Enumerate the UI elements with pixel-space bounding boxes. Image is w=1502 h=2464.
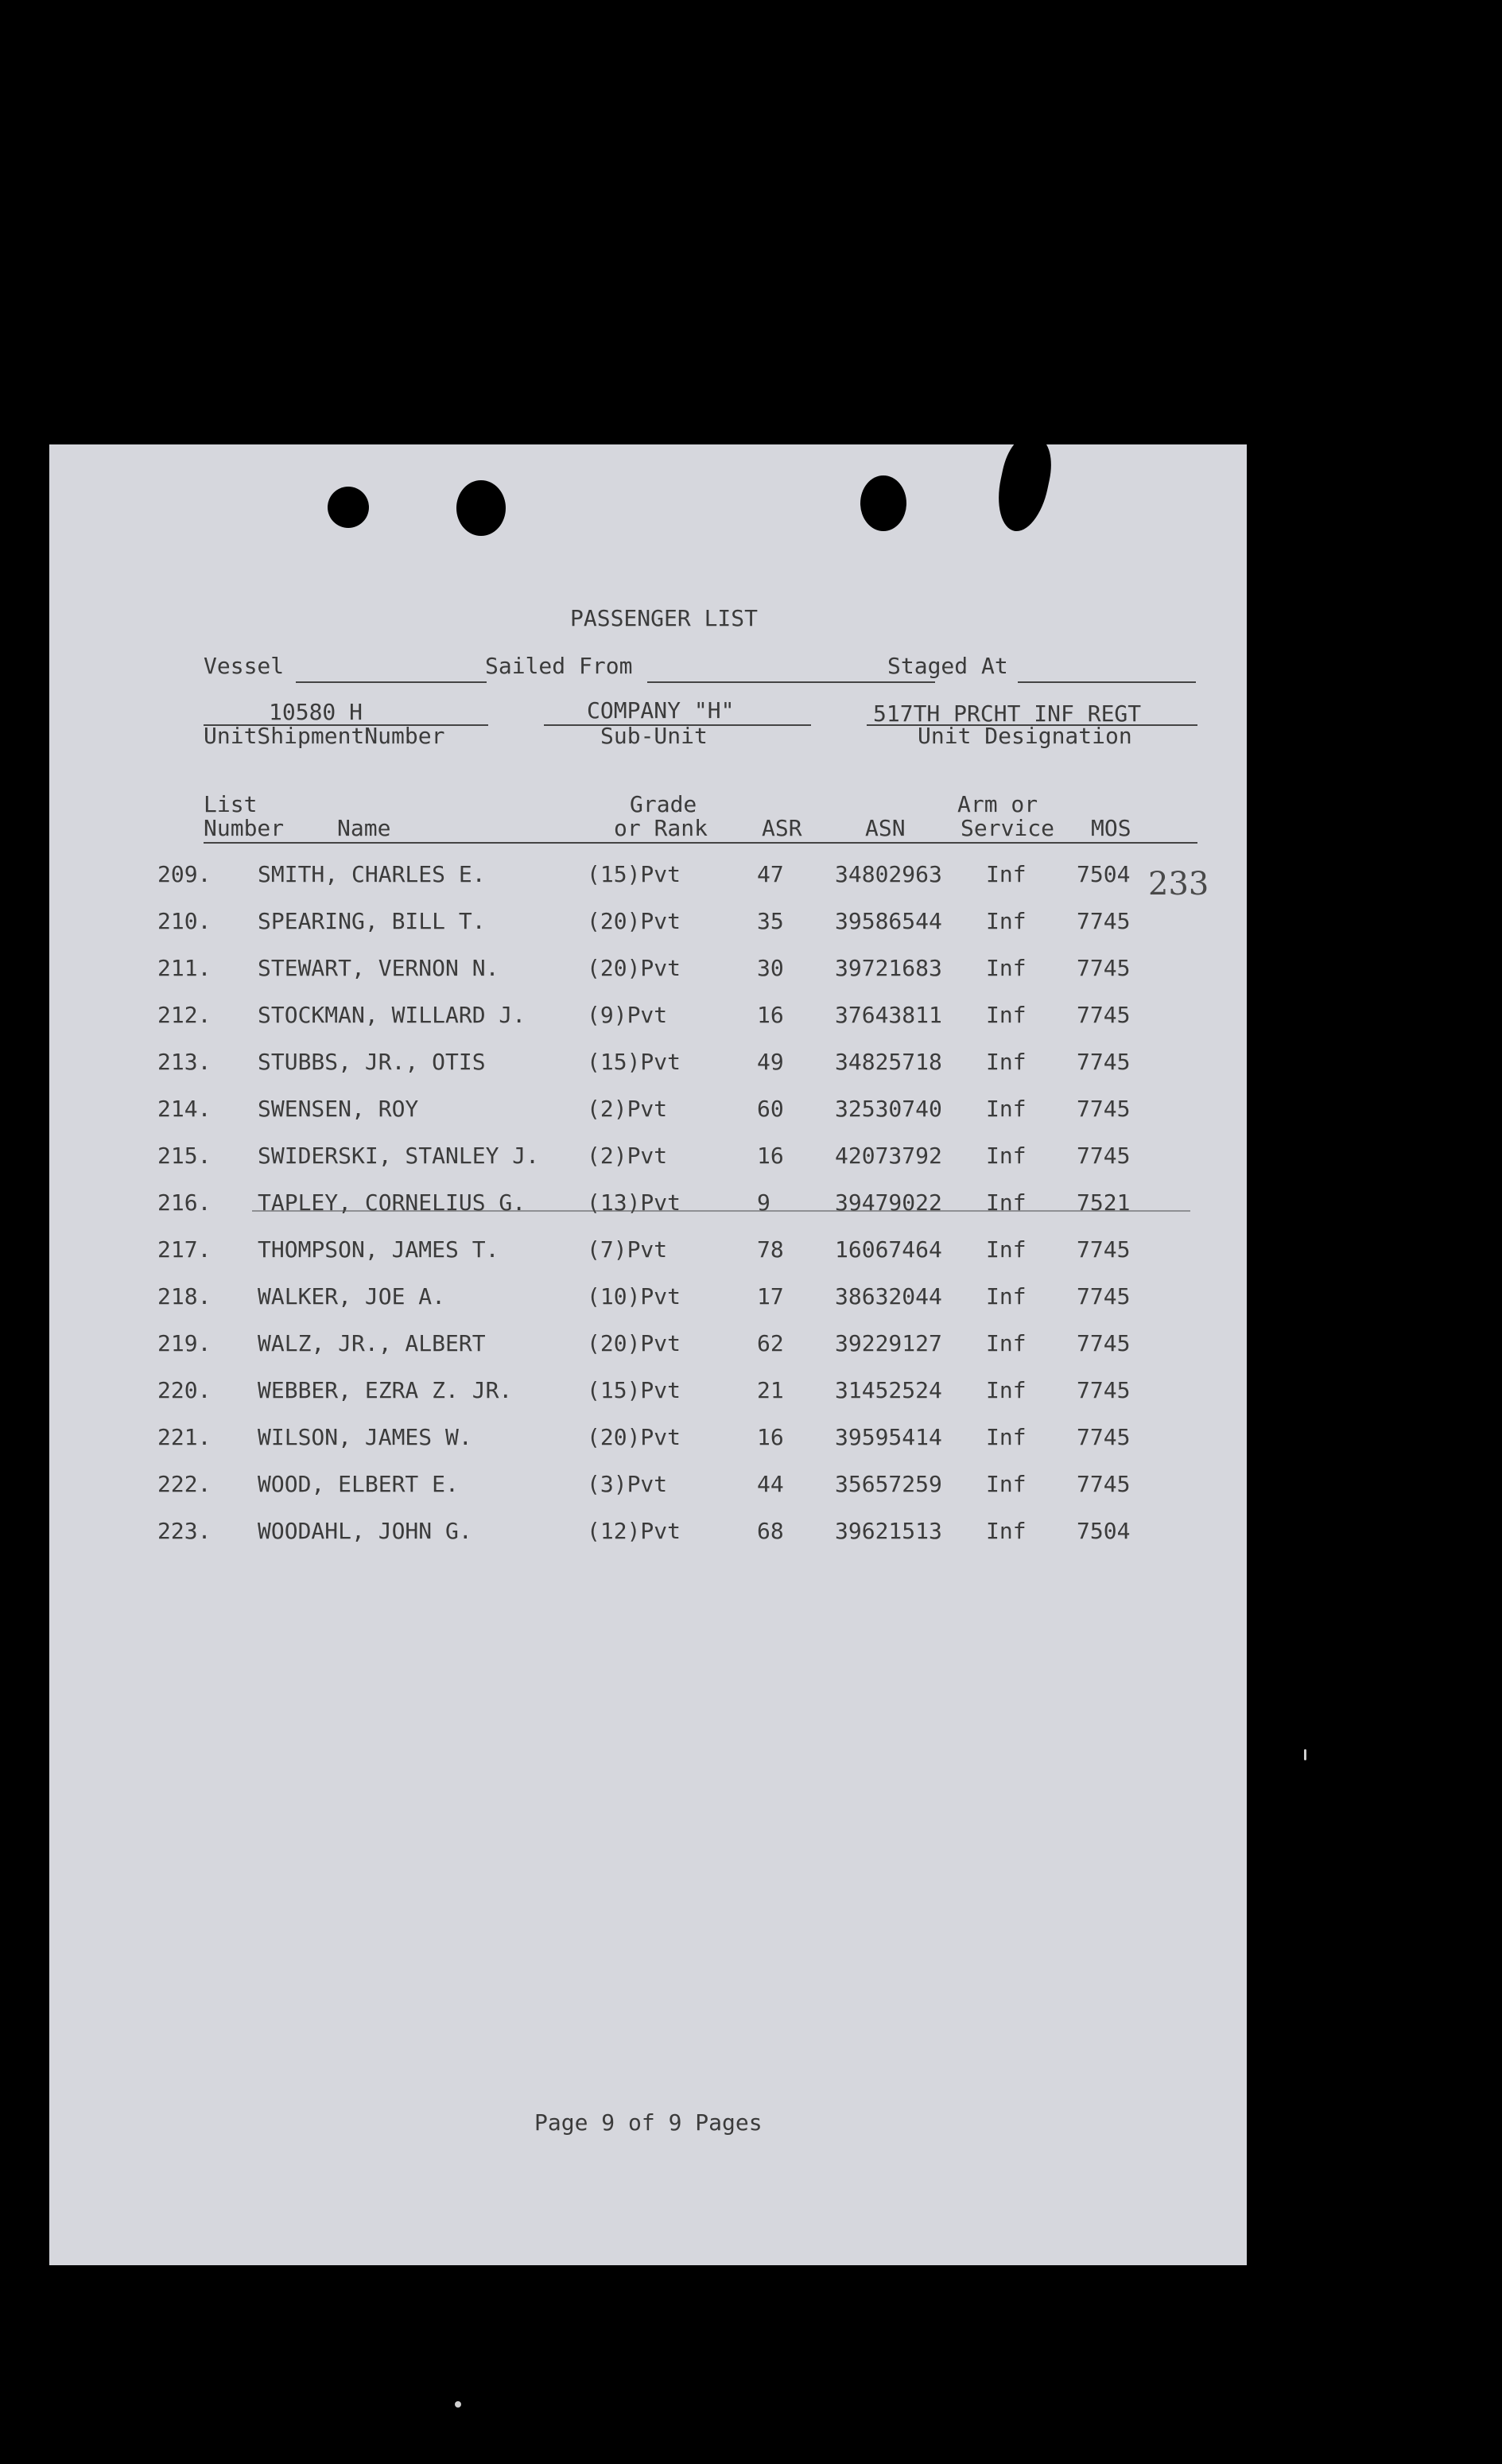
asn-value: 32530740 xyxy=(835,1096,942,1122)
mos-value: 7745 xyxy=(1077,955,1131,981)
grade-rank: (2)Pvt xyxy=(587,1143,668,1169)
asr-value: 78 xyxy=(757,1236,784,1263)
grade-header: or Rank xyxy=(614,815,708,841)
table-row xyxy=(49,908,1247,948)
asr-value: 60 xyxy=(757,1096,784,1122)
grade-header-top: Grade xyxy=(630,791,697,817)
table-row xyxy=(49,861,1247,901)
asr-value: 47 xyxy=(757,861,784,887)
asn-value: 16067464 xyxy=(835,1236,942,1263)
arm-service: Inf xyxy=(986,1377,1027,1403)
asn-value: 37643811 xyxy=(835,1002,942,1028)
arm-service: Inf xyxy=(986,1189,1027,1216)
arm-service-header-top: Arm or xyxy=(957,791,1038,817)
unit-designation-label: Unit Designation xyxy=(918,723,1132,749)
table-row xyxy=(49,1189,1247,1229)
grade-rank: (15)Pvt xyxy=(587,1049,681,1075)
table-row xyxy=(49,955,1247,995)
mos-value: 7745 xyxy=(1077,1471,1131,1497)
vessel-label: Vessel xyxy=(204,653,285,679)
passenger-name: SPEARING, BILL T. xyxy=(258,908,486,934)
asn-value: 31452524 xyxy=(835,1377,942,1403)
shipment-number-value: 10580 H xyxy=(269,699,363,725)
grade-rank: (20)Pvt xyxy=(587,1424,681,1450)
grade-rank: (13)Pvt xyxy=(587,1189,681,1216)
list-number: 212. xyxy=(157,1002,212,1028)
grade-rank: (3)Pvt xyxy=(587,1471,668,1497)
list-number: 220. xyxy=(157,1377,212,1403)
mos-value: 7745 xyxy=(1077,1283,1131,1310)
sub-unit-label: Sub-Unit xyxy=(600,723,708,749)
arm-service: Inf xyxy=(986,1049,1027,1075)
page-footer: Page 9 of 9 Pages xyxy=(534,2109,763,2136)
mos-value: 7745 xyxy=(1077,1377,1131,1403)
handwritten-number: 233 xyxy=(1148,866,1209,902)
asn-value: 39595414 xyxy=(835,1424,942,1450)
arm-service: Inf xyxy=(986,1518,1027,1544)
vessel-field-line xyxy=(296,681,487,683)
list-number: 216. xyxy=(157,1189,212,1216)
mos-value: 7745 xyxy=(1077,1424,1131,1450)
arm-service-header: Service xyxy=(961,815,1055,841)
grade-rank: (12)Pvt xyxy=(587,1518,681,1544)
arm-service: Inf xyxy=(986,1002,1027,1028)
asr-value: 44 xyxy=(757,1471,784,1497)
asn-value: 39479022 xyxy=(835,1189,942,1216)
asn-value: 34825718 xyxy=(835,1049,942,1075)
list-number: 222. xyxy=(157,1471,212,1497)
table-row xyxy=(49,1002,1247,1042)
asr-value: 21 xyxy=(757,1377,784,1403)
table-row xyxy=(49,1236,1247,1276)
list-number: 217. xyxy=(157,1236,212,1263)
asr-value: 17 xyxy=(757,1283,784,1310)
table-row xyxy=(49,1330,1247,1370)
mos-value: 7745 xyxy=(1077,908,1131,934)
list-number: 214. xyxy=(157,1096,212,1122)
passenger-name: SMITH, CHARLES E. xyxy=(258,861,486,887)
passenger-name: WOODAHL, JOHN G. xyxy=(258,1518,472,1544)
asn-value: 35657259 xyxy=(835,1471,942,1497)
header-underline xyxy=(204,842,1197,844)
table-row xyxy=(49,1143,1247,1182)
asr-header: ASR xyxy=(762,815,802,841)
table-row xyxy=(49,1283,1247,1323)
grade-rank: (20)Pvt xyxy=(587,1330,681,1356)
passenger-name: STEWART, VERNON N. xyxy=(258,955,499,981)
mos-value: 7745 xyxy=(1077,1143,1131,1169)
list-number: 215. xyxy=(157,1143,212,1169)
mos-value: 7504 xyxy=(1077,861,1131,887)
asn-value: 39621513 xyxy=(835,1518,942,1544)
table-row xyxy=(49,1377,1247,1417)
mos-value: 7745 xyxy=(1077,1049,1131,1075)
list-number: 219. xyxy=(157,1330,212,1356)
arm-service: Inf xyxy=(986,955,1027,981)
list-number-header-top: List xyxy=(204,791,258,817)
sub-unit-value: COMPANY "H" xyxy=(587,697,735,724)
grade-rank: (20)Pvt xyxy=(587,955,681,981)
mos-value: 7745 xyxy=(1077,1236,1131,1263)
arm-service: Inf xyxy=(986,1096,1027,1122)
passenger-name: WILSON, JAMES W. xyxy=(258,1424,472,1450)
mos-value: 7504 xyxy=(1077,1518,1131,1544)
punch-hole xyxy=(860,475,906,531)
asr-value: 62 xyxy=(757,1330,784,1356)
arm-service: Inf xyxy=(986,1424,1027,1450)
list-number: 209. xyxy=(157,861,212,887)
arm-service: Inf xyxy=(986,861,1027,887)
arm-service: Inf xyxy=(986,1283,1027,1310)
asr-value: 68 xyxy=(757,1518,784,1544)
list-number: 221. xyxy=(157,1424,212,1450)
mos-value: 7745 xyxy=(1077,1096,1131,1122)
asr-value: 30 xyxy=(757,955,784,981)
list-number: 223. xyxy=(157,1518,212,1544)
mos-value: 7745 xyxy=(1077,1002,1131,1028)
list-number: 218. xyxy=(157,1283,212,1310)
mos-value: 7521 xyxy=(1077,1189,1131,1216)
mos-header: MOS xyxy=(1091,815,1131,841)
speck xyxy=(455,2401,461,2408)
arm-service: Inf xyxy=(986,1236,1027,1263)
asr-value: 35 xyxy=(757,908,784,934)
name-header: Name xyxy=(337,815,391,841)
asr-value: 16 xyxy=(757,1002,784,1028)
list-number: 213. xyxy=(157,1049,212,1075)
shipment-number-label: UnitShipmentNumber xyxy=(204,723,445,749)
asn-header: ASN xyxy=(865,815,906,841)
asn-value: 34802963 xyxy=(835,861,942,887)
punch-hole xyxy=(456,480,506,536)
staged-at-field-line xyxy=(1018,681,1196,683)
passenger-name: THOMPSON, JAMES T. xyxy=(258,1236,499,1263)
table-row xyxy=(49,1518,1247,1558)
asn-value: 39229127 xyxy=(835,1330,942,1356)
passenger-name: WOOD, ELBERT E. xyxy=(258,1471,459,1497)
list-number: 211. xyxy=(157,955,212,981)
grade-rank: (15)Pvt xyxy=(587,1377,681,1403)
passenger-list-page xyxy=(49,444,1247,2265)
arm-service: Inf xyxy=(986,1330,1027,1356)
sailed-from-label: Sailed From xyxy=(485,653,633,679)
asr-value: 16 xyxy=(757,1143,784,1169)
unit-designation-value: 517TH PRCHT INF REGT xyxy=(873,700,1142,727)
table-row xyxy=(49,1471,1247,1511)
arm-service: Inf xyxy=(986,908,1027,934)
grade-rank: (7)Pvt xyxy=(587,1236,668,1263)
asr-value: 16 xyxy=(757,1424,784,1450)
punch-hole xyxy=(328,487,369,528)
staged-at-label: Staged At xyxy=(887,653,1008,679)
asr-value: 9 xyxy=(757,1189,770,1216)
speck xyxy=(1304,1749,1306,1760)
asn-value: 39721683 xyxy=(835,955,942,981)
punch-hole xyxy=(1007,492,1038,524)
grade-rank: (2)Pvt xyxy=(587,1096,668,1122)
asn-value: 38632044 xyxy=(835,1283,942,1310)
list-number-header: Number xyxy=(204,815,285,841)
passenger-name: TAPLEY, CORNELIUS G. xyxy=(258,1189,526,1216)
grade-rank: (15)Pvt xyxy=(587,861,681,887)
table-row xyxy=(49,1049,1247,1088)
passenger-name: WALZ, JR., ALBERT xyxy=(258,1330,486,1356)
passenger-name: SWENSEN, ROY xyxy=(258,1096,419,1122)
asn-value: 39586544 xyxy=(835,908,942,934)
grade-rank: (9)Pvt xyxy=(587,1002,668,1028)
asr-value: 49 xyxy=(757,1049,784,1075)
passenger-name: WEBBER, EZRA Z. JR. xyxy=(258,1377,513,1403)
passenger-name: STUBBS, JR., OTIS xyxy=(258,1049,486,1075)
arm-service: Inf xyxy=(986,1471,1027,1497)
document-title: PASSENGER LIST xyxy=(570,605,759,631)
strike-through-line xyxy=(252,1210,1190,1212)
arm-service: Inf xyxy=(986,1143,1027,1169)
mos-value: 7745 xyxy=(1077,1330,1131,1356)
table-row xyxy=(49,1424,1247,1464)
passenger-name: SWIDERSKI, STANLEY J. xyxy=(258,1143,540,1169)
sailed-from-field-line xyxy=(647,681,935,683)
grade-rank: (20)Pvt xyxy=(587,908,681,934)
passenger-name: WALKER, JOE A. xyxy=(258,1283,446,1310)
asn-value: 42073792 xyxy=(835,1143,942,1169)
grade-rank: (10)Pvt xyxy=(587,1283,681,1310)
list-number: 210. xyxy=(157,908,212,934)
passenger-name: STOCKMAN, WILLARD J. xyxy=(258,1002,526,1028)
table-row xyxy=(49,1096,1247,1135)
